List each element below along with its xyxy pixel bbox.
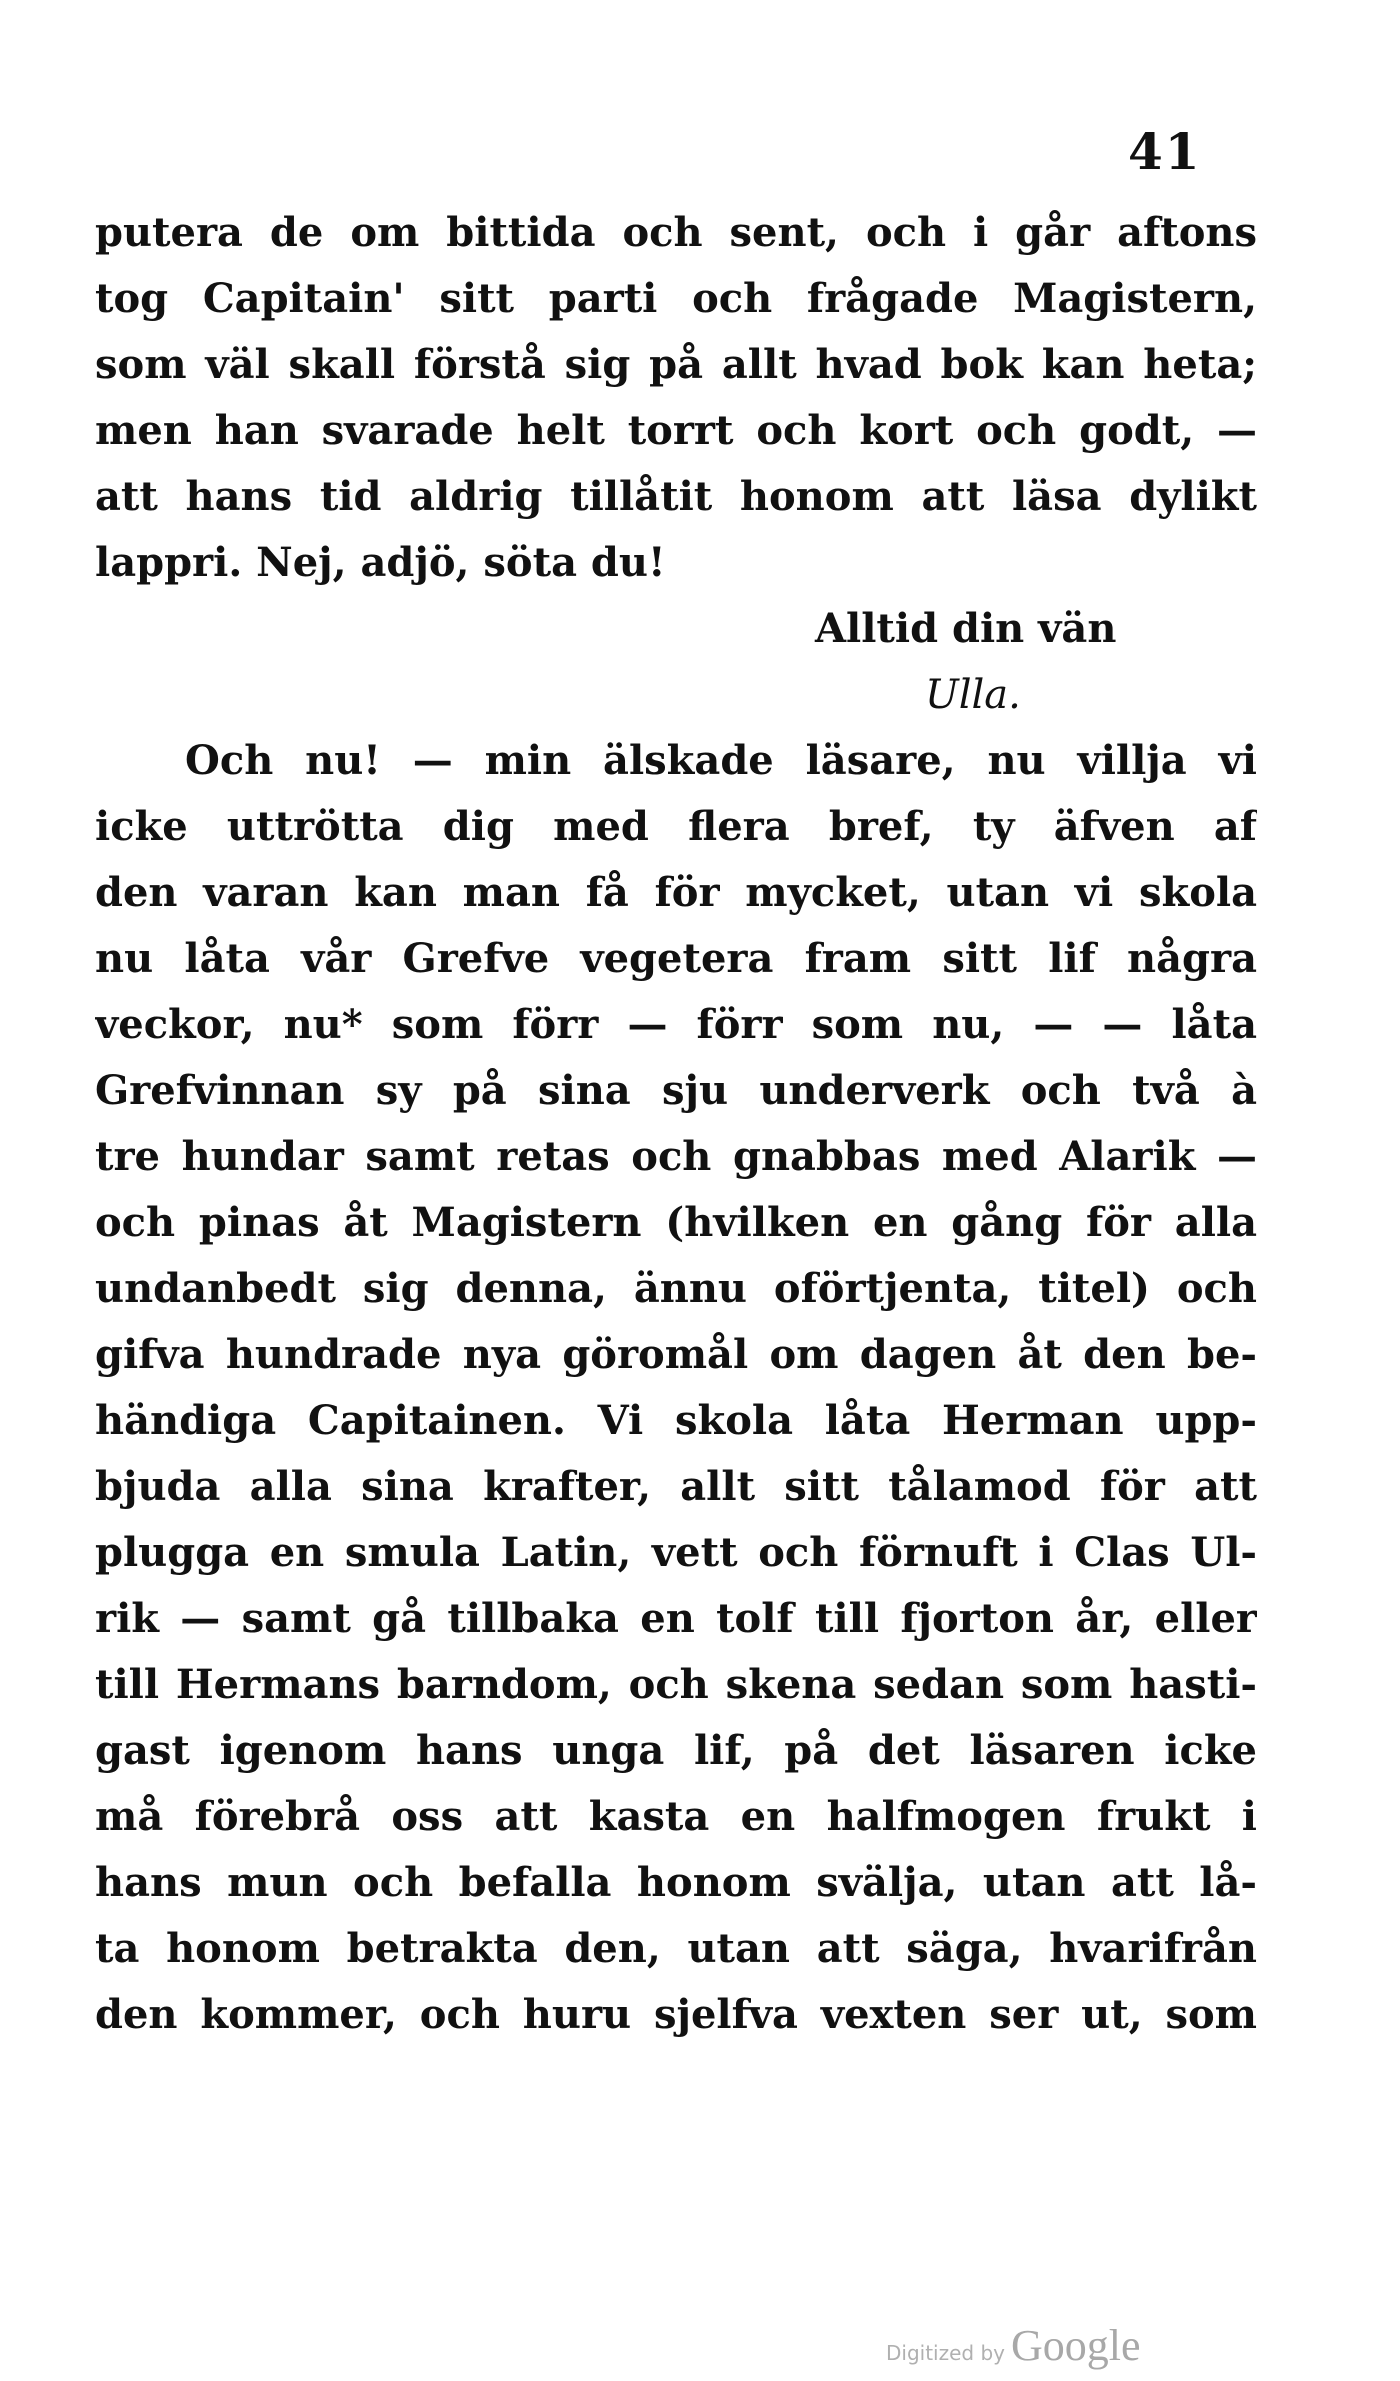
- text-line: plugga en smula Latin, vett och förnuft i Clas Ul-: [95, 1529, 1257, 1576]
- text-line: ta honom betrakta den, utan att säga, hvarifrån: [95, 1925, 1257, 1972]
- text-line: gast igenom hans unga lif, på det läsaren icke: [95, 1727, 1257, 1774]
- text-line: och pinas åt Magistern (hvilken en gång för alla: [95, 1199, 1257, 1246]
- text-line: att hans tid aldrig tillåtit honom att läsa dylikt: [95, 473, 1257, 520]
- text-line: tre hundar samt retas och gnabbas med Alarik —: [95, 1133, 1257, 1180]
- text-line: till Hermans barndom, och skena sedan som hasti-: [95, 1661, 1257, 1708]
- text-line: putera de om bittida och sent, och i går aftons: [95, 209, 1257, 256]
- watermark-prefix: Digitized by: [886, 2341, 1005, 2365]
- text-line: händiga Capitainen. Vi skola låta Herman upp-: [95, 1397, 1257, 1444]
- text-line: veckor, nu* som förr — förr som nu, — — låta: [95, 1001, 1257, 1048]
- text-line: Grefvinnan sy på sina sju underverk och två à: [95, 1067, 1257, 1114]
- page-number: 41: [1128, 122, 1202, 181]
- text-line: må förebrå oss att kasta en halfmogen frukt i: [95, 1793, 1257, 1840]
- digitized-by-google-watermark: [886, 2320, 1141, 2371]
- paragraph-start-line: Och nu! — min älskade läsare, nu villja vi: [185, 737, 1257, 784]
- text-line: bjuda alla sina krafter, allt sitt tålamod för att: [95, 1463, 1257, 1510]
- text-line: tog Capitain' sitt parti och frågade Magistern,: [95, 275, 1257, 322]
- text-line: undanbedt sig denna, ännu oförtjenta, titel) och: [95, 1265, 1257, 1312]
- text-line: rik — samt gå tillbaka en tolf till fjorton år, eller: [95, 1595, 1257, 1642]
- text-line: nu låta vår Grefve vegetera fram sitt lif några: [95, 935, 1257, 982]
- text-line: den kommer, och huru sjelfva vexten ser ut, som: [95, 1991, 1257, 2038]
- body-text: [95, 200, 1257, 2048]
- text-line: men han svarade helt torrt och kort och godt, —: [95, 407, 1257, 454]
- text-line: icke uttrötta dig med flera bref, ty äfven af: [95, 803, 1257, 850]
- text-line: gifva hundrade nya göromål om dagen åt den be-: [95, 1331, 1257, 1378]
- letter-closing: Alltid din vän: [815, 605, 1117, 652]
- letter-signature: Ulla.: [925, 672, 1021, 718]
- text-line: som väl skall förstå sig på allt hvad bok kan heta;: [95, 341, 1257, 388]
- text-line: hans mun och befalla honom svälja, utan att lå-: [95, 1859, 1257, 1906]
- text-line: lappri. Nej, adjö, söta du!: [95, 539, 666, 586]
- text-line: den varan kan man få för mycket, utan vi skola: [95, 869, 1257, 916]
- google-logo: Google: [1011, 2321, 1141, 2370]
